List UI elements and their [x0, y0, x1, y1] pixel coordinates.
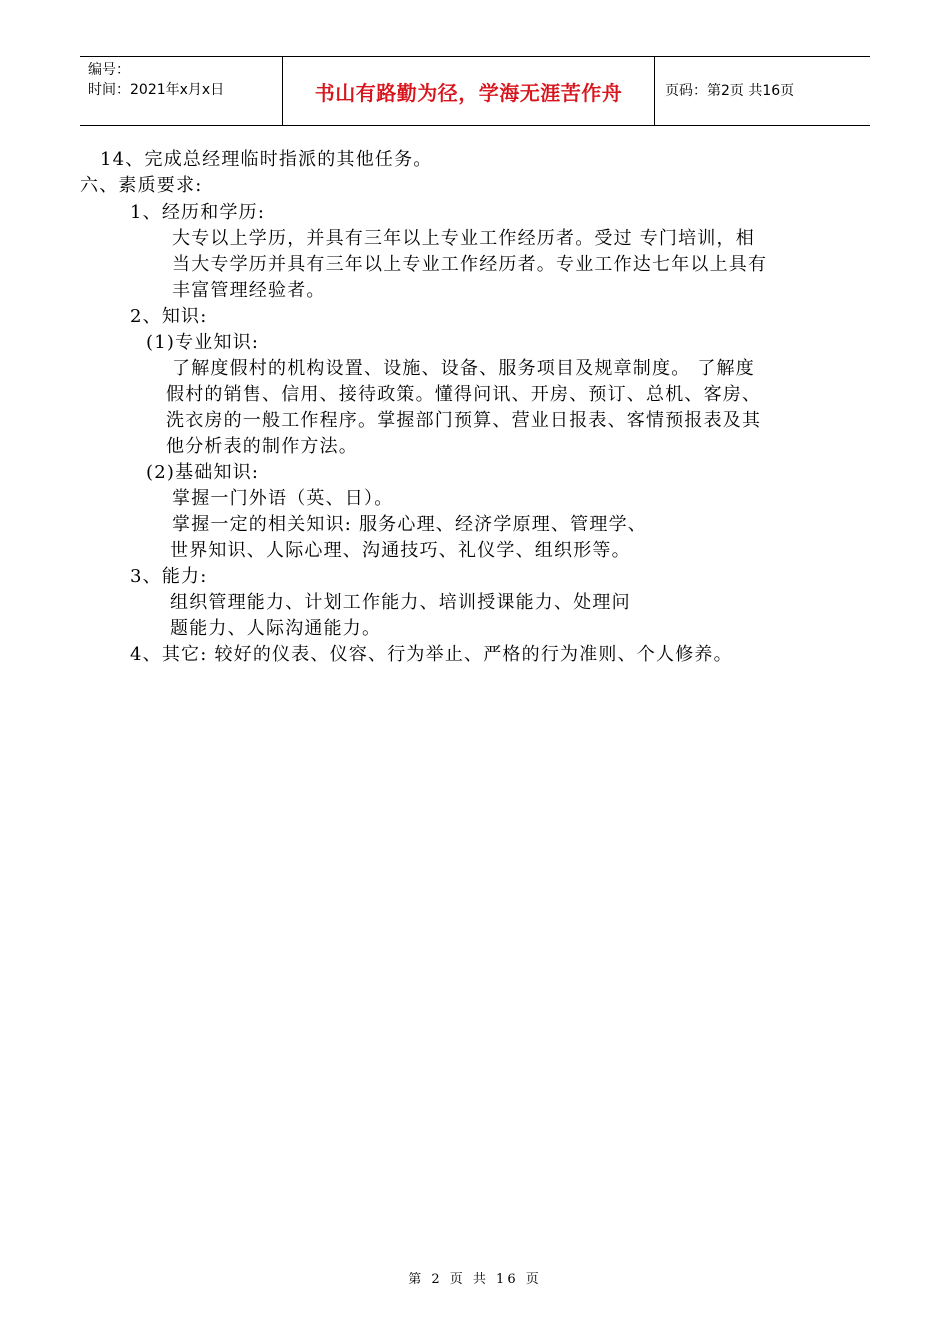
- subheading-professional-knowledge: (1)专业知识:: [146, 332, 260, 353]
- document-date: 时间：2021年x月x日: [88, 82, 225, 98]
- paragraph-line: 题能力、人际沟通能力。: [170, 618, 382, 639]
- paragraph-line: 大专以上学历，并具有三年以上专业工作经历者。受过 专门培训，相: [172, 228, 755, 249]
- paragraph-line: 掌握一定的相关知识: 服务心理、经济学原理、管理学、: [172, 514, 647, 535]
- subheading-knowledge: 2、知识:: [130, 306, 208, 327]
- subheading-other: 4、其它: 较好的仪表、仪容、行为举止、严格的行为准则、个人修养。: [130, 644, 733, 665]
- header-meta-cell: [80, 57, 283, 125]
- paragraph-line: 洗衣房的一般工作程序。掌握部门预算、营业日报表、客情预报表及其: [166, 410, 762, 431]
- paragraph-line: 组织管理能力、计划工作能力、培训授课能力、处理问: [170, 592, 631, 613]
- paragraph-line: 世界知识、人际心理、沟通技巧、礼仪学、组织形等。: [170, 540, 631, 561]
- paragraph-line: 他分析表的制作方法。: [166, 436, 358, 457]
- task-item-14: 14、完成总经理临时指派的其他任务。: [100, 149, 433, 170]
- subheading-experience: 1、经历和学历:: [130, 202, 266, 223]
- subheading-ability: 3、能力:: [130, 566, 208, 587]
- section-heading-qualifications: 六、素质要求:: [80, 175, 203, 196]
- subheading-basic-knowledge: (2)基础知识:: [146, 462, 260, 483]
- paragraph-line: 丰富管理经验者。: [172, 280, 326, 301]
- page-footer: 第 2 页 共 16 页: [408, 1272, 542, 1287]
- paragraph-line: 当大专学历并具有三年以上专业工作经历者。专业工作达七年以上具有: [172, 254, 768, 275]
- header-motto-cell: [283, 57, 655, 125]
- header-page-cell: [655, 57, 870, 125]
- paragraph-line: 假村的销售、信用、接待政策。懂得问讯、开房、预订、总机、客房、: [166, 384, 762, 405]
- document-number-label: 编号：: [88, 62, 130, 78]
- paragraph-line: 掌握一门外语（英、日）。: [172, 488, 394, 509]
- header-page-info: 页码：第2页 共16页: [665, 83, 795, 99]
- page-header: [80, 56, 870, 126]
- paragraph-line: 了解度假村的机构设置、设施、设备、服务项目及规章制度。 了解度: [172, 358, 755, 379]
- header-motto: 书山有路勤为径，学海无涯苦作舟: [314, 80, 623, 105]
